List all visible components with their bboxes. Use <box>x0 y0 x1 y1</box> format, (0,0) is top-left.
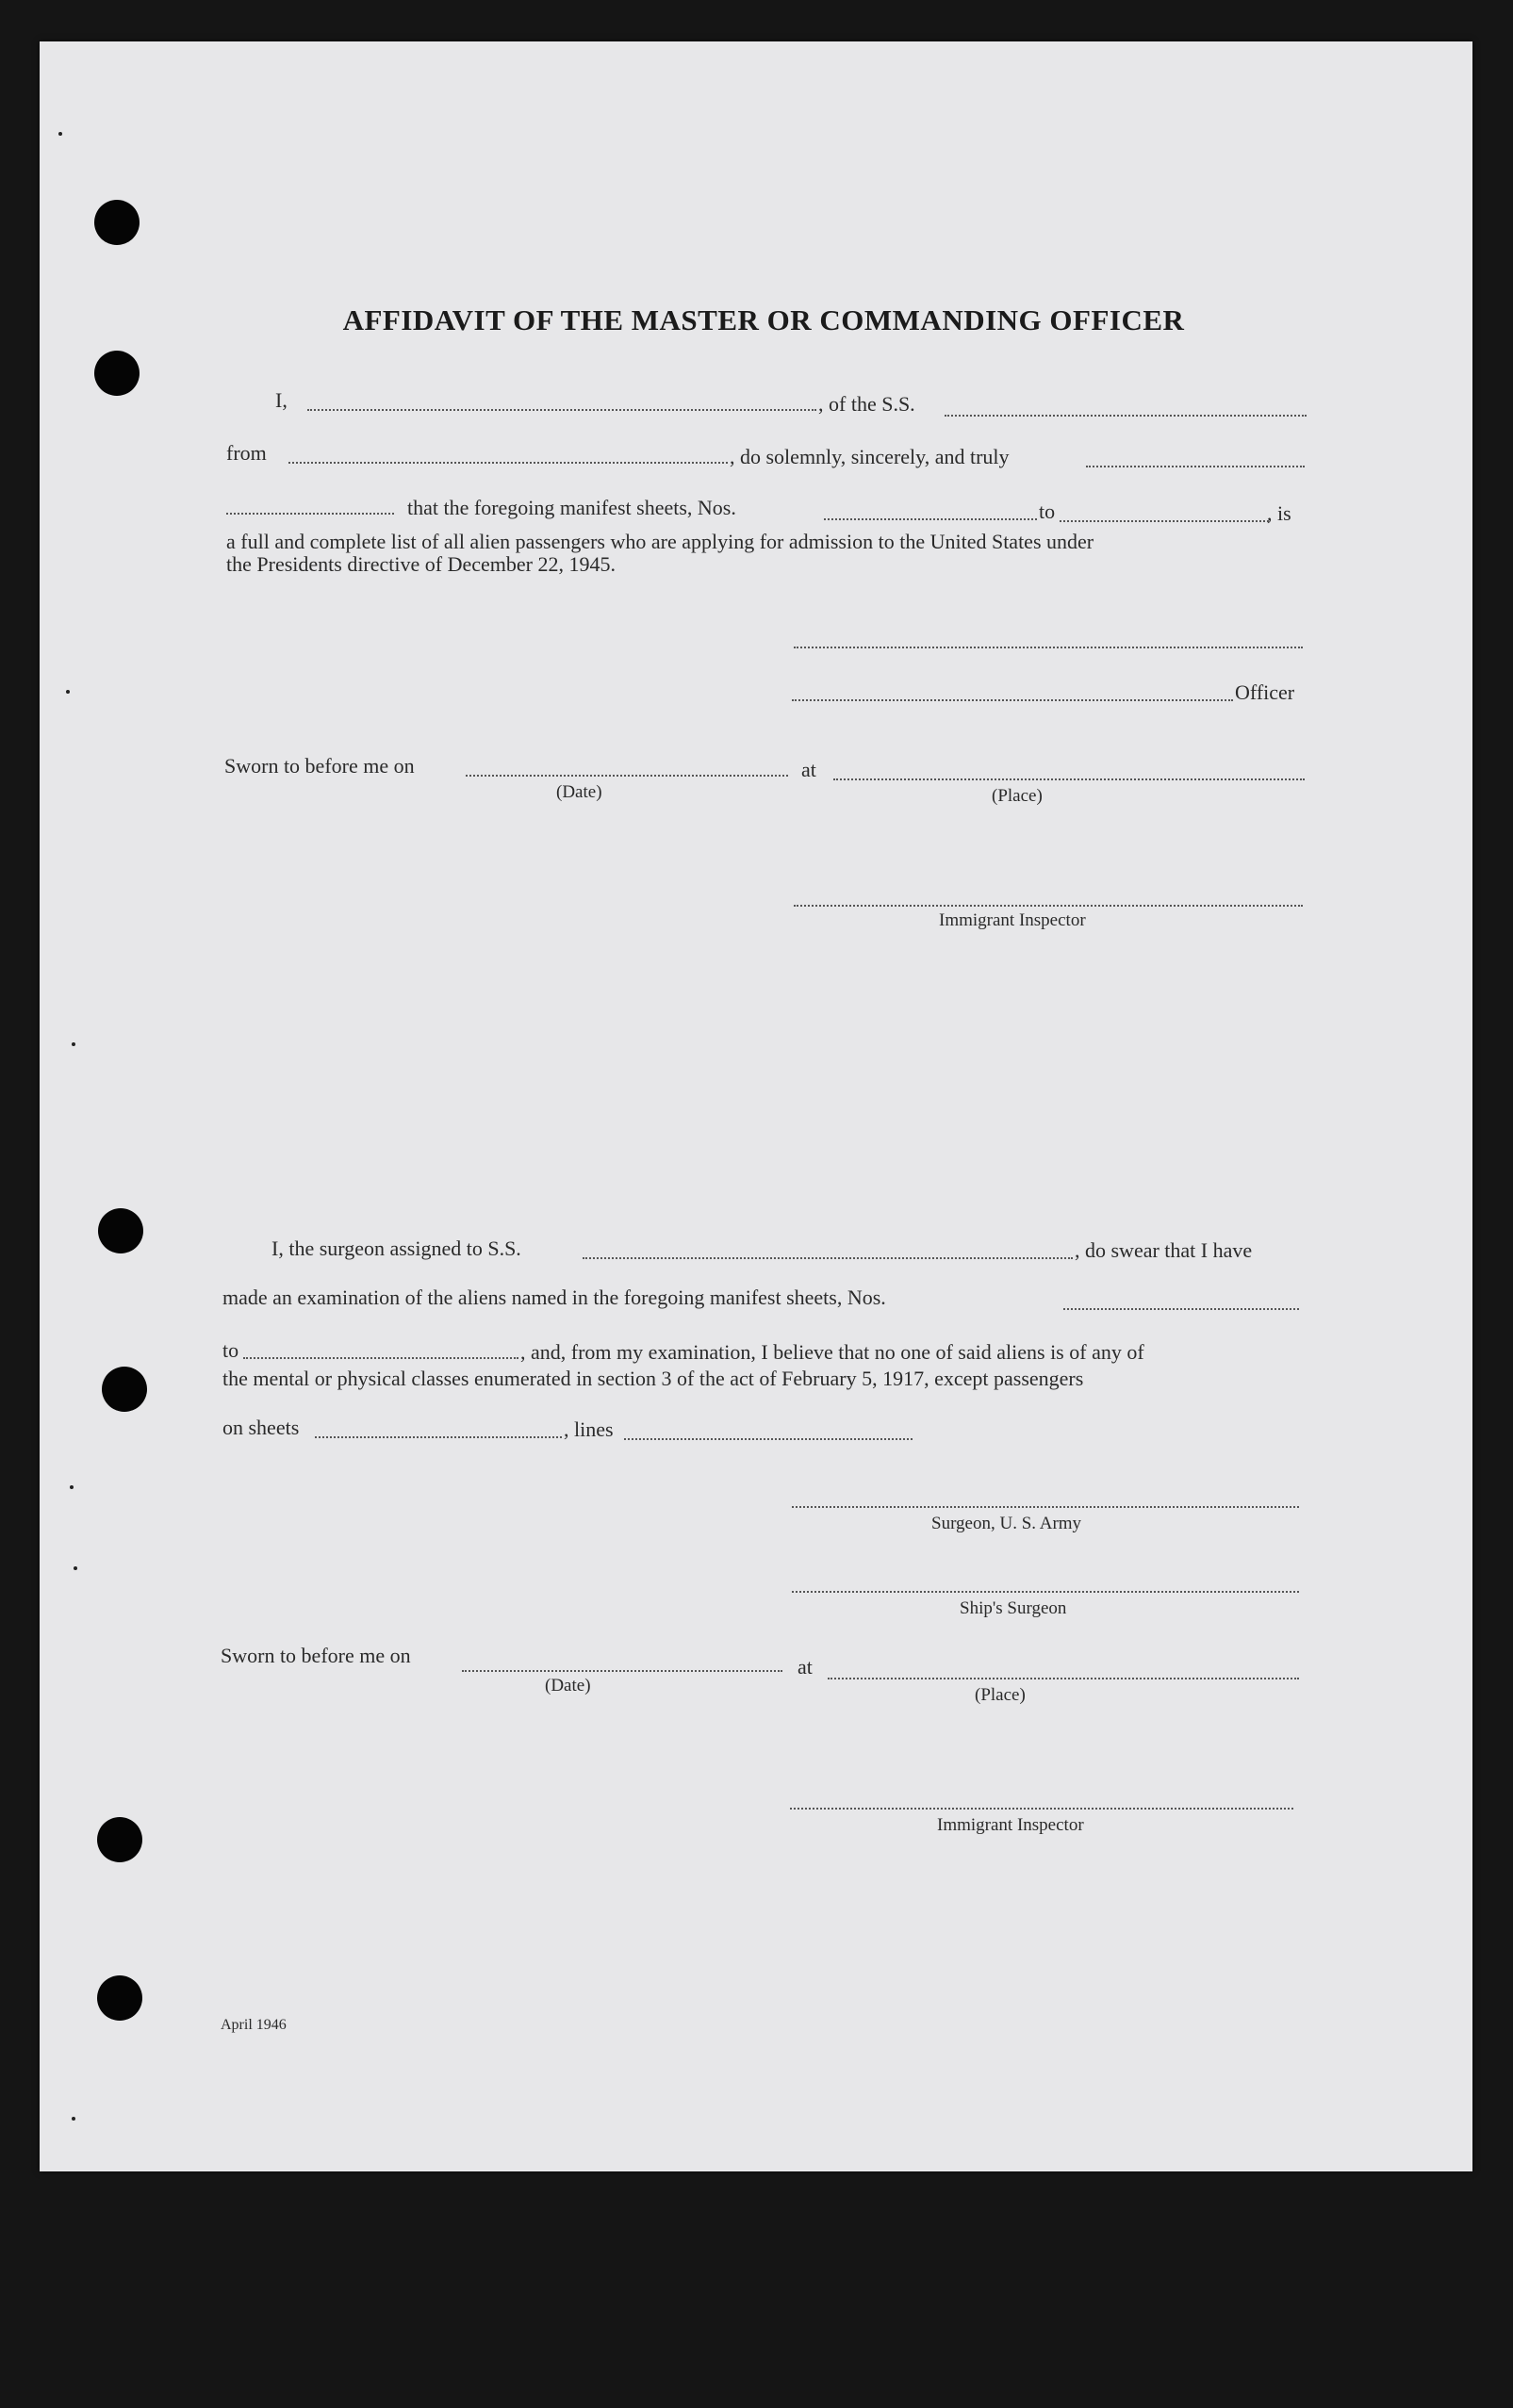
surgeon-line-1-end: , do swear that I have <box>1075 1238 1253 1262</box>
label-is: , is <box>1267 501 1291 525</box>
surgeon-label-place: (Place) <box>975 1685 1026 1705</box>
surgeon-label-sworn: Sworn to before me on <box>221 1644 411 1667</box>
form-date: April 1946 <box>221 2017 287 2033</box>
label-inspector: Immigrant Inspector <box>939 910 1086 930</box>
label-i: I, <box>275 388 288 412</box>
speck <box>72 2117 75 2121</box>
master-name-field[interactable] <box>307 409 816 411</box>
label-manifest-sheets: that the foregoing manifest sheets, Nos. <box>407 496 736 519</box>
label-lines: , lines <box>564 1417 614 1441</box>
surgeon-line-3: , and, from my examination, I believe that no one of said aliens is of any of <box>520 1340 1144 1364</box>
statement-line-5: the Presidents directive of December 22, 1945. <box>226 552 616 576</box>
punch-hole <box>94 351 140 396</box>
oath-field[interactable] <box>1086 466 1305 467</box>
punch-hole <box>97 1817 142 1862</box>
sworn-date-field[interactable] <box>466 775 788 777</box>
statement-line-4: a full and complete list of all alien passengers who are applying for admission to the United States under <box>226 530 1094 553</box>
speck <box>58 132 62 136</box>
label-of-ss: , of the S.S. <box>818 392 915 416</box>
surgeon-inspector-signature-field[interactable] <box>790 1808 1293 1810</box>
surgeon-sheets-to-field[interactable] <box>243 1357 518 1359</box>
sworn-place-field[interactable] <box>833 778 1305 780</box>
label-army-surgeon: Surgeon, U. S. Army <box>931 1514 1082 1533</box>
speck <box>66 690 70 694</box>
label-officer: Officer <box>1235 680 1295 704</box>
label-sworn: Sworn to before me on <box>224 754 415 778</box>
form-title: AFFIDAVIT OF THE MASTER OR COMMANDING OFFICER <box>342 303 1185 336</box>
punch-hole <box>97 1975 142 2021</box>
speck <box>70 1485 74 1489</box>
surgeon-line-2: made an examination of the aliens named in the foregoing manifest sheets, Nos. <box>222 1286 886 1309</box>
surgeon-sworn-date-field[interactable] <box>462 1670 782 1672</box>
officer-signature-field[interactable] <box>792 699 1233 701</box>
label-place: (Place) <box>992 786 1043 806</box>
sheets-from-field[interactable] <box>824 518 1037 520</box>
ships-surgeon-signature-field[interactable] <box>792 1591 1299 1593</box>
surgeon-sheets-from-field[interactable] <box>1063 1308 1299 1310</box>
army-surgeon-signature-field[interactable] <box>792 1506 1299 1508</box>
surgeon-sworn-place-field[interactable] <box>828 1678 1299 1679</box>
surgeon-label-inspector: Immigrant Inspector <box>937 1815 1084 1835</box>
label-date: (Date) <box>556 782 602 802</box>
label-surgeon-to: to <box>222 1338 239 1362</box>
speck <box>72 1042 75 1046</box>
label-from: from <box>226 441 267 465</box>
port-from-field[interactable] <box>288 462 728 464</box>
punch-hole <box>94 200 140 245</box>
label-ships-surgeon: Ship's Surgeon <box>960 1598 1067 1618</box>
surgeon-line-1: I, the surgeon assigned to S.S. <box>271 1237 521 1260</box>
surgeon-label-date: (Date) <box>545 1676 591 1695</box>
sheets-to-field[interactable] <box>1060 520 1269 522</box>
except-sheets-field[interactable] <box>315 1436 562 1438</box>
ship-name-field[interactable] <box>945 415 1307 417</box>
label-at: at <box>801 758 816 781</box>
except-lines-field[interactable] <box>624 1438 913 1440</box>
inspector-signature-field[interactable] <box>794 905 1303 907</box>
punch-hole <box>98 1208 143 1253</box>
signature-line-1[interactable] <box>794 647 1303 648</box>
label-on-sheets: on sheets <box>222 1416 300 1439</box>
oath-cont-field[interactable] <box>226 513 394 515</box>
speck <box>74 1566 77 1570</box>
label-swear: , do solemnly, sincerely, and truly <box>730 445 1010 468</box>
surgeon-line-4: the mental or physical classes enumerated in section 3 of the act of February 5, 1917, except passengers <box>222 1367 1084 1390</box>
surgeon-label-at: at <box>798 1655 813 1679</box>
label-to: to <box>1039 500 1056 523</box>
punch-hole <box>102 1367 147 1412</box>
form-page <box>40 41 1472 2171</box>
surgeon-ship-field[interactable] <box>583 1257 1073 1259</box>
